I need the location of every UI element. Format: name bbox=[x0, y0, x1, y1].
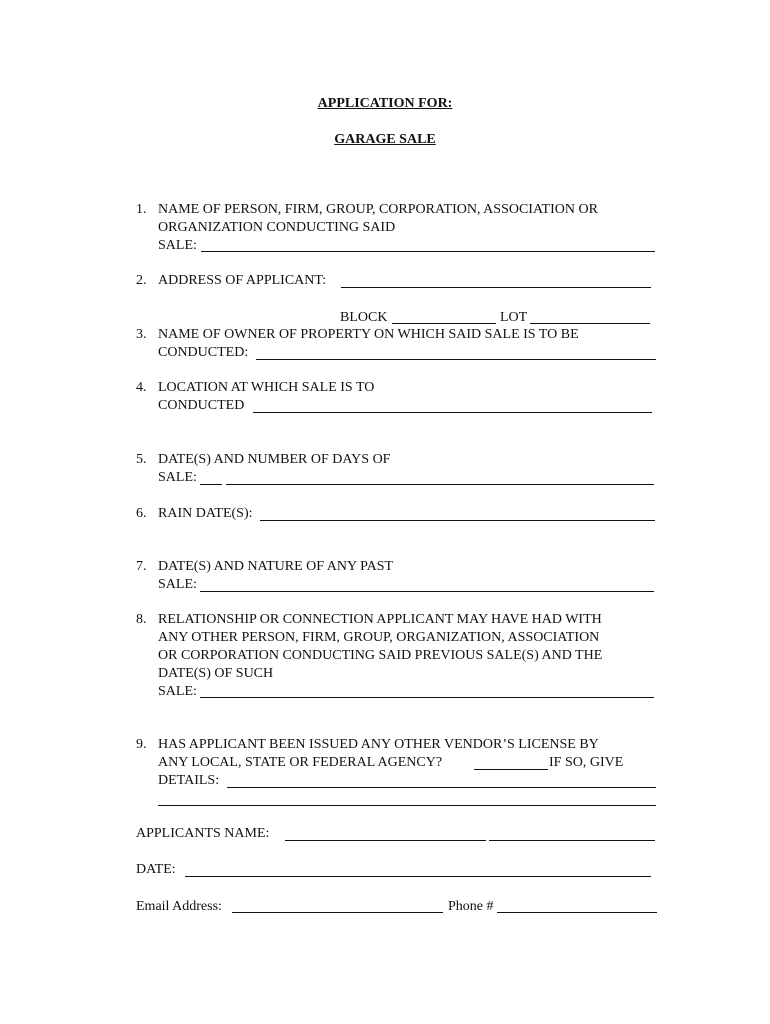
item-number-1: 1. bbox=[136, 202, 147, 217]
block-field[interactable] bbox=[392, 323, 496, 324]
item-1-line-2: ORGANIZATION CONDUCTING SAID bbox=[158, 220, 396, 235]
item-number-3: 3. bbox=[136, 327, 147, 342]
details-field-line-2[interactable] bbox=[158, 805, 656, 806]
item-2-label: ADDRESS OF APPLICANT: bbox=[158, 273, 327, 288]
phone-label: Phone # bbox=[448, 899, 494, 914]
item-9-line-2b: IF SO, GIVE bbox=[549, 755, 624, 770]
item-number-9: 9. bbox=[136, 737, 147, 752]
item-number-5: 5. bbox=[136, 452, 147, 467]
applicant-name-field-2[interactable] bbox=[489, 840, 655, 841]
item-8-line-3: OR CORPORATION CONDUCTING SAID PREVIOUS SALE(S) AND THE bbox=[158, 648, 603, 663]
item-3-line-1: NAME OF OWNER OF PROPERTY ON WHICH SAID SALE IS TO BE bbox=[158, 327, 579, 342]
item-8-line-5: SALE: bbox=[158, 684, 197, 699]
applicant-address-field[interactable] bbox=[341, 287, 651, 288]
sale-dates-field[interactable] bbox=[226, 484, 654, 485]
item-9-line-1: HAS APPLICANT BEEN ISSUED ANY OTHER VENDOR’S LICENSE BY bbox=[158, 737, 599, 752]
date-label: DATE: bbox=[136, 862, 176, 877]
vendor-license-answer-field[interactable] bbox=[474, 769, 548, 770]
item-5-line-1: DATE(S) AND NUMBER OF DAYS OF bbox=[158, 452, 391, 467]
sale-dates-field-short[interactable] bbox=[200, 484, 222, 485]
item-5-line-2: SALE: bbox=[158, 470, 197, 485]
past-sales-field[interactable] bbox=[200, 591, 654, 592]
applicant-name-field[interactable] bbox=[285, 840, 486, 841]
form-subtitle: GARAGE SALE bbox=[334, 132, 436, 147]
email-label: Email Address: bbox=[136, 899, 222, 914]
item-3-line-2: CONDUCTED: bbox=[158, 345, 249, 360]
item-number-8: 8. bbox=[136, 612, 147, 627]
relationship-field[interactable] bbox=[200, 697, 654, 698]
item-8-line-1: RELATIONSHIP OR CONNECTION APPLICANT MAY HAVE HAD WITH bbox=[158, 612, 602, 627]
details-field[interactable] bbox=[227, 787, 656, 788]
item-number-2: 2. bbox=[136, 273, 147, 288]
sale-location-field[interactable] bbox=[253, 412, 652, 413]
form-title: APPLICATION FOR: bbox=[317, 96, 453, 111]
item-6-label: RAIN DATE(S): bbox=[158, 506, 253, 521]
applicant-name-label: APPLICANTS NAME: bbox=[136, 826, 270, 841]
email-field[interactable] bbox=[232, 912, 443, 913]
item-7-line-1: DATE(S) AND NATURE OF ANY PAST bbox=[158, 559, 394, 574]
lot-label: LOT bbox=[500, 310, 528, 325]
item-number-7: 7. bbox=[136, 559, 147, 574]
property-owner-field[interactable] bbox=[256, 359, 656, 360]
lot-field[interactable] bbox=[530, 323, 650, 324]
item-1-line-3: SALE: bbox=[158, 238, 197, 253]
item-8-line-2: ANY OTHER PERSON, FIRM, GROUP, ORGANIZATION, ASSOCIATION bbox=[158, 630, 600, 645]
item-4-line-1: LOCATION AT WHICH SALE IS TO bbox=[158, 380, 375, 395]
item-9-line-3: DETAILS: bbox=[158, 773, 220, 788]
item-4-line-2: CONDUCTED bbox=[158, 398, 245, 413]
item-8-line-4: DATE(S) OF SUCH bbox=[158, 666, 274, 681]
item-9-line-2: ANY LOCAL, STATE OR FEDERAL AGENCY? bbox=[158, 755, 443, 770]
item-1-line-1: NAME OF PERSON, FIRM, GROUP, CORPORATION, ASSOCIATION OR bbox=[158, 202, 598, 217]
date-field[interactable] bbox=[185, 876, 651, 877]
rain-dates-field[interactable] bbox=[260, 520, 655, 521]
item-7-line-2: SALE: bbox=[158, 577, 197, 592]
sale-conductor-field[interactable] bbox=[201, 251, 655, 252]
item-number-6: 6. bbox=[136, 506, 147, 521]
block-label: BLOCK bbox=[340, 310, 388, 325]
phone-field[interactable] bbox=[497, 912, 657, 913]
item-number-4: 4. bbox=[136, 380, 147, 395]
